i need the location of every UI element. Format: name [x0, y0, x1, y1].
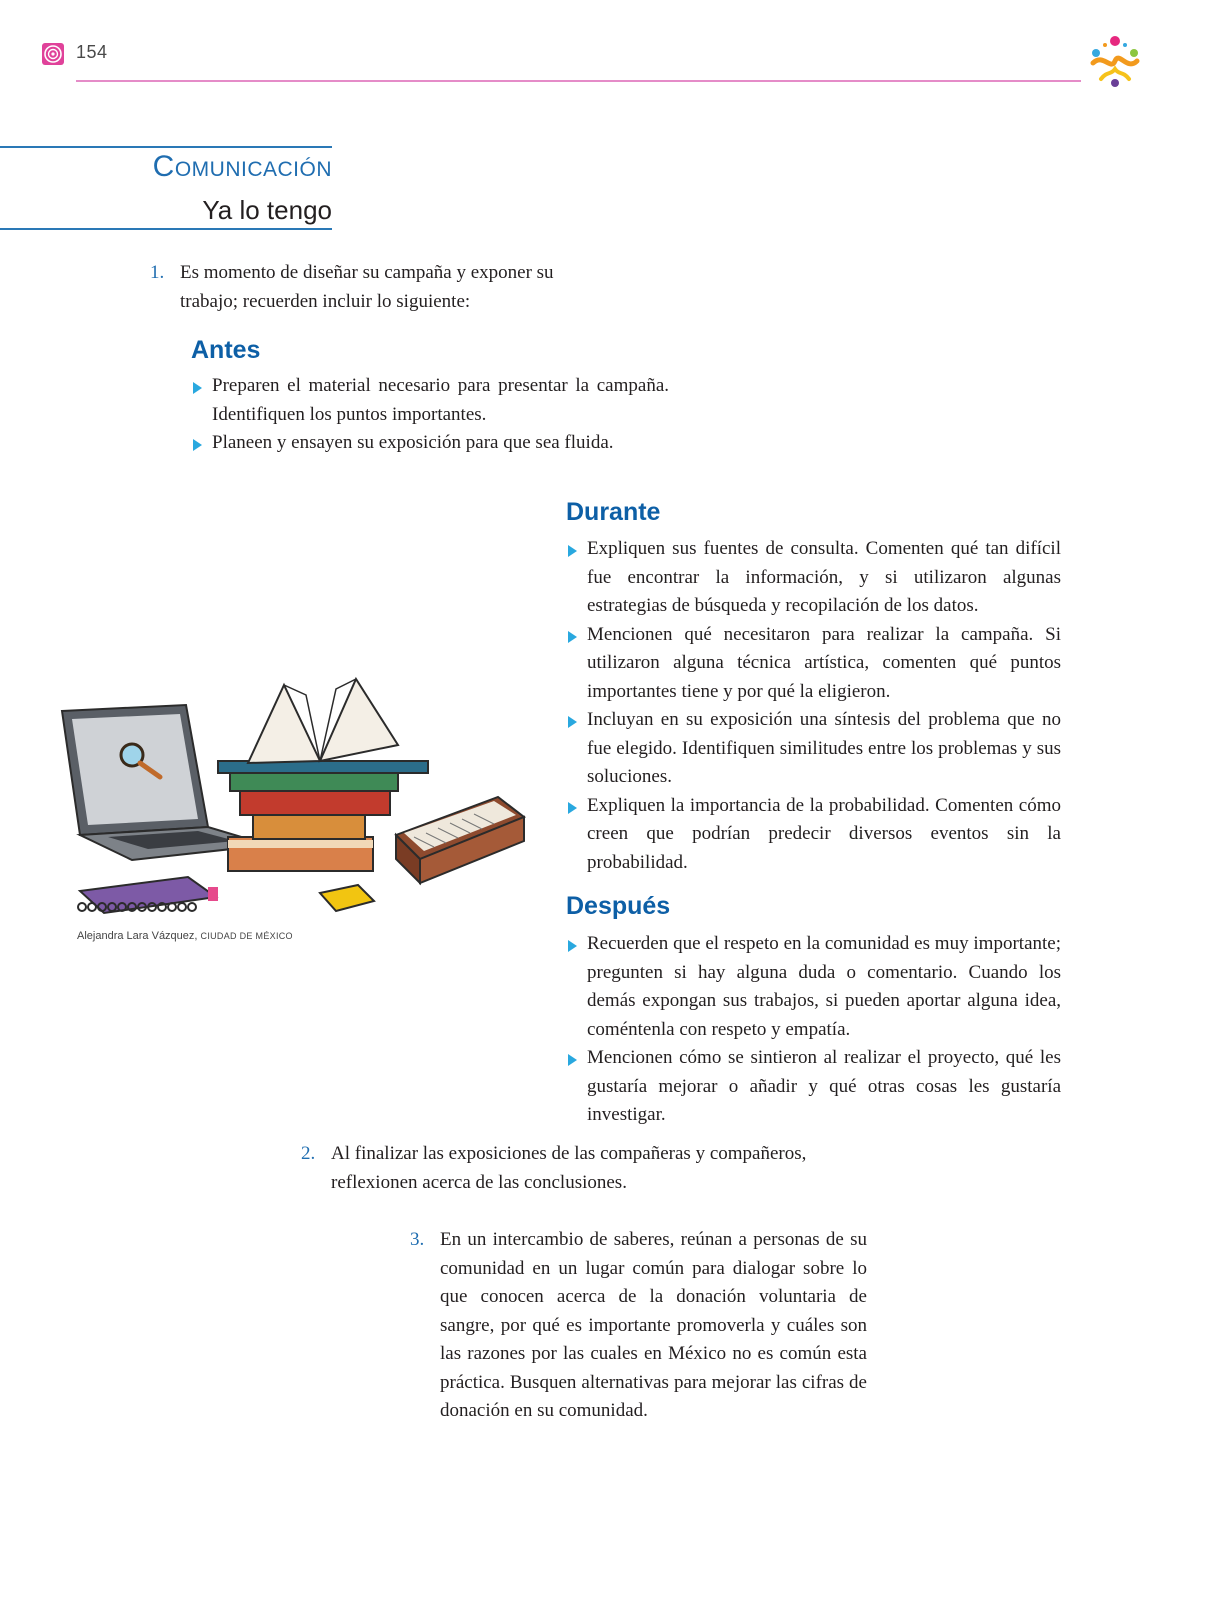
triangle-bullet-icon	[568, 940, 577, 952]
list-item: Mencionen cómo se sintieron al realizar el proyecto, qué les gustaría mejorar o añadir y qué otras cosas les gustaría investigar.	[566, 1044, 1061, 1130]
section-title: Comunicación	[152, 150, 332, 183]
activity-item-3	[410, 1226, 867, 1426]
list-item: Planeen y ensayen su exposición para que sea fluida.	[191, 429, 669, 458]
durante-list	[566, 535, 1061, 877]
activity-item-2	[301, 1140, 821, 1197]
durante-heading: Durante	[566, 498, 661, 526]
title-top-rule	[0, 146, 332, 148]
header-rule	[76, 80, 1081, 82]
page-number: 154	[76, 42, 108, 62]
antes-heading: Antes	[191, 336, 261, 364]
item-text: Al finalizar las exposiciones de las compañeras y compañeros, reflexionen acerca de las conclusiones.	[331, 1143, 807, 1193]
triangle-bullet-icon	[193, 439, 202, 451]
list-item: Preparen el material necesario para presentar la campaña. Identifiquen los puntos importantes.	[191, 372, 669, 429]
list-item: Expliquen la importancia de la probabilidad. Comenten cómo creen que podrían predecir diversos eventos sin la probabilidad.	[566, 792, 1061, 878]
list-item: Incluyan en su exposición una síntesis del problema que no fue elegido. Identifiquen similitudes entre los problemas y sus soluciones.	[566, 706, 1061, 792]
illustration-credit: Alejandra Lara Vázquez, CIUDAD DE MÉXICO	[77, 930, 293, 942]
triangle-bullet-icon	[568, 802, 577, 814]
item-text: En un intercambio de saberes, reúnan a personas de su comunidad en un lugar común para dialogar sobre lo que conocen acerca de la donación voluntaria de sangre, por qué es importante promoverla y cuáles son las razones por las cuales en México no es común esta práctica. Busquen alternativas para mejorar las cifras de donación en su comunidad.	[440, 1229, 867, 1421]
despues-list	[566, 930, 1061, 1130]
triangle-bullet-icon	[568, 1054, 577, 1066]
title-bottom-rule	[0, 228, 332, 230]
section-subtitle: Ya lo tengo	[202, 195, 332, 225]
triangle-bullet-icon	[568, 545, 577, 557]
list-item: Expliquen sus fuentes de consulta. Comenten qué tan difícil fue encontrar la información, y si utilizaron algunas estrategias de búsqueda y recopilación de los datos.	[566, 535, 1061, 621]
triangle-bullet-icon	[568, 631, 577, 643]
despues-heading: Después	[566, 892, 671, 920]
triangle-bullet-icon	[568, 716, 577, 728]
item-text: Es momento de diseñar su campaña y exponer su trabajo; recuerden incluir lo siguiente:	[180, 262, 554, 312]
pink-flower-icon	[41, 42, 65, 66]
list-item: Recuerden que el respeto en la comunidad es muy importante; pregunten si hay alguna duda o comentario. Cuando los demás expongan sus trabajos, si pueden aportar alguna idea, coméntenla con respeto y empatía.	[566, 930, 1061, 1044]
triangle-bullet-icon	[193, 382, 202, 394]
item-number: 1.	[150, 262, 165, 283]
colorful-dancing-figure-logo	[1085, 31, 1145, 91]
activity-item-1	[150, 259, 590, 316]
antes-list	[191, 372, 669, 458]
list-item: Mencionen qué necesitaron para realizar la campaña. Si utilizaron alguna técnica artística, comenten qué puntos importantes tiene y por qué la eligieron.	[566, 621, 1061, 707]
item-number: 3.	[410, 1229, 425, 1250]
item-number: 2.	[301, 1143, 316, 1164]
laptop-books-notebook-file-box-illustration	[58, 665, 538, 925]
